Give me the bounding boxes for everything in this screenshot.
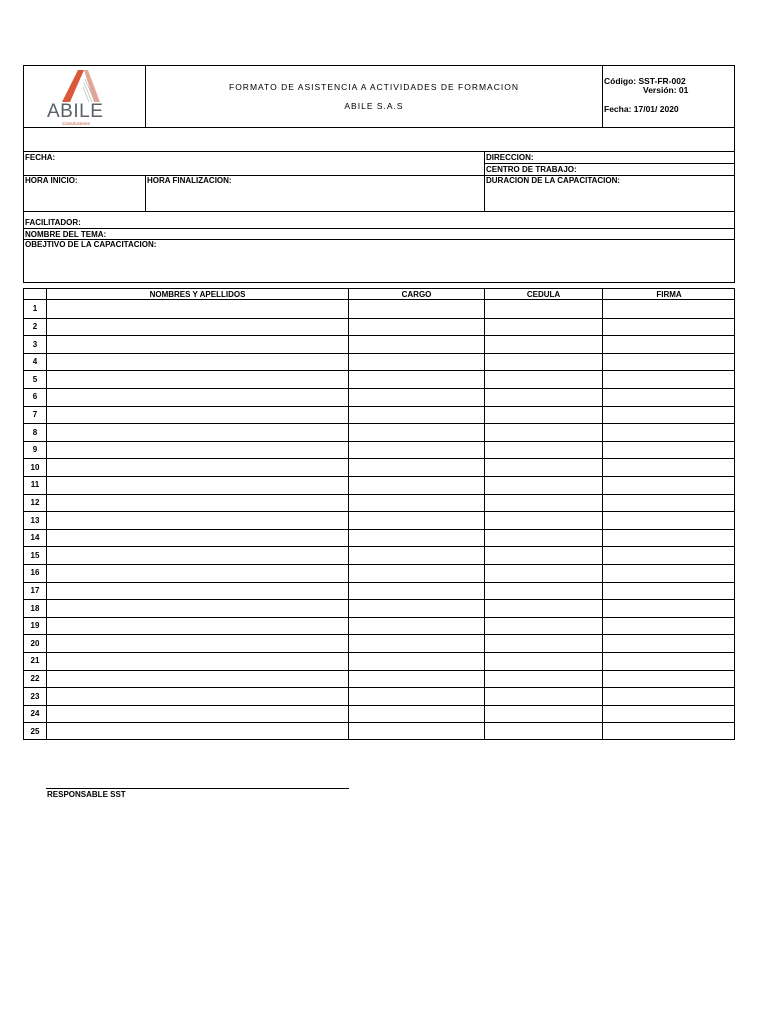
row-number: 16	[30, 568, 40, 578]
table-row[interactable]	[23, 353, 735, 371]
row-number: 20	[30, 638, 40, 648]
header-divider-left	[145, 65, 146, 128]
column-header-firma: FIRMA	[656, 290, 682, 299]
table-row[interactable]	[23, 670, 735, 688]
logo-subtitle: Constructores	[62, 121, 91, 126]
row-number: 9	[32, 445, 38, 455]
table-row[interactable]	[23, 300, 735, 318]
header-divider-right	[602, 65, 603, 128]
table-row[interactable]	[23, 335, 735, 353]
row-number: 10	[30, 462, 40, 472]
hora-finalizacion-label: HORA FINALIZACION:	[147, 176, 232, 185]
objetivo-label: OBEJTIVO DE LA CAPACITACION:	[25, 240, 157, 249]
nombre-tema-label: NOMBRE DEL TEMA:	[25, 230, 107, 239]
table-row[interactable]	[23, 476, 735, 494]
table-row[interactable]	[23, 564, 735, 582]
signature-line	[46, 788, 349, 789]
line	[484, 151, 485, 211]
row-number: 25	[30, 726, 40, 736]
table-row[interactable]	[23, 511, 735, 529]
row-number: 19	[30, 621, 40, 631]
line	[145, 175, 146, 211]
table-row[interactable]	[23, 441, 735, 459]
row-number: 14	[30, 533, 40, 543]
responsable-sst-label: RESPONSABLE SST	[47, 790, 126, 799]
column-header-nombres: NOMBRES Y APELLIDOS	[149, 290, 246, 299]
row-number: 2	[32, 321, 38, 331]
form-version: Versión: 01	[643, 85, 689, 95]
row-number: 15	[30, 550, 40, 560]
row-number: 6	[32, 392, 38, 402]
row-number: 22	[30, 673, 40, 683]
centro-trabajo-label: CENTRO DE TRABAJO:	[486, 165, 577, 174]
table-row[interactable]	[23, 318, 735, 336]
row-number: 7	[32, 409, 38, 419]
table-row[interactable]	[23, 617, 735, 635]
row-number: 12	[30, 497, 40, 507]
row-number: 21	[30, 656, 40, 666]
row-number: 11	[30, 480, 40, 490]
fecha-label: FECHA:	[25, 153, 56, 162]
table-row[interactable]	[23, 388, 735, 406]
row-number: 17	[30, 585, 40, 595]
form-title: FORMATO DE ASISTENCIA A ACTIVIDADES DE FORMACION	[229, 82, 519, 92]
line	[23, 228, 735, 229]
table-row[interactable]	[23, 370, 735, 388]
column-header-cargo: CARGO	[401, 290, 432, 299]
line	[23, 211, 735, 212]
company-name: ABILE S.A.S	[344, 101, 404, 111]
row-number: 23	[30, 691, 40, 701]
row-number: 13	[30, 515, 40, 525]
table-row[interactable]	[23, 599, 735, 617]
table-row[interactable]	[23, 705, 735, 723]
column-header-cedula: CEDULA	[526, 290, 561, 299]
facilitador-label: FACILITADOR:	[25, 218, 81, 227]
line	[23, 175, 735, 176]
table-row[interactable]	[23, 652, 735, 670]
row-number: 1	[32, 304, 38, 314]
logo-name: ABILE	[47, 101, 104, 122]
row-number: 8	[32, 427, 38, 437]
direccion-label: DIRECCION:	[486, 153, 534, 162]
line	[484, 163, 735, 164]
line	[23, 151, 735, 152]
table-row[interactable]	[23, 687, 735, 705]
table-row[interactable]	[23, 529, 735, 547]
logo-mark-icon	[56, 69, 102, 103]
row-number: 4	[32, 357, 38, 367]
header-box	[23, 65, 735, 128]
table-row[interactable]	[23, 458, 735, 476]
row-number: 5	[32, 374, 38, 384]
table-row[interactable]	[23, 582, 735, 600]
row-number: 18	[30, 603, 40, 613]
duracion-label: DURACION DE LA CAPACITACION:	[486, 176, 621, 185]
table-row[interactable]	[23, 406, 735, 424]
table-row[interactable]	[23, 494, 735, 512]
form-code: Código: SST-FR-002	[604, 76, 686, 86]
row-number: 3	[32, 339, 38, 349]
table-row[interactable]	[23, 722, 735, 740]
table-row[interactable]	[23, 423, 735, 441]
form-date: Fecha: 17/01/ 2020	[604, 104, 679, 114]
row-number: 24	[30, 709, 40, 719]
table-row[interactable]	[23, 634, 735, 652]
table-row[interactable]	[23, 546, 735, 564]
hora-inicio-label: HORA INICIO:	[25, 176, 78, 185]
